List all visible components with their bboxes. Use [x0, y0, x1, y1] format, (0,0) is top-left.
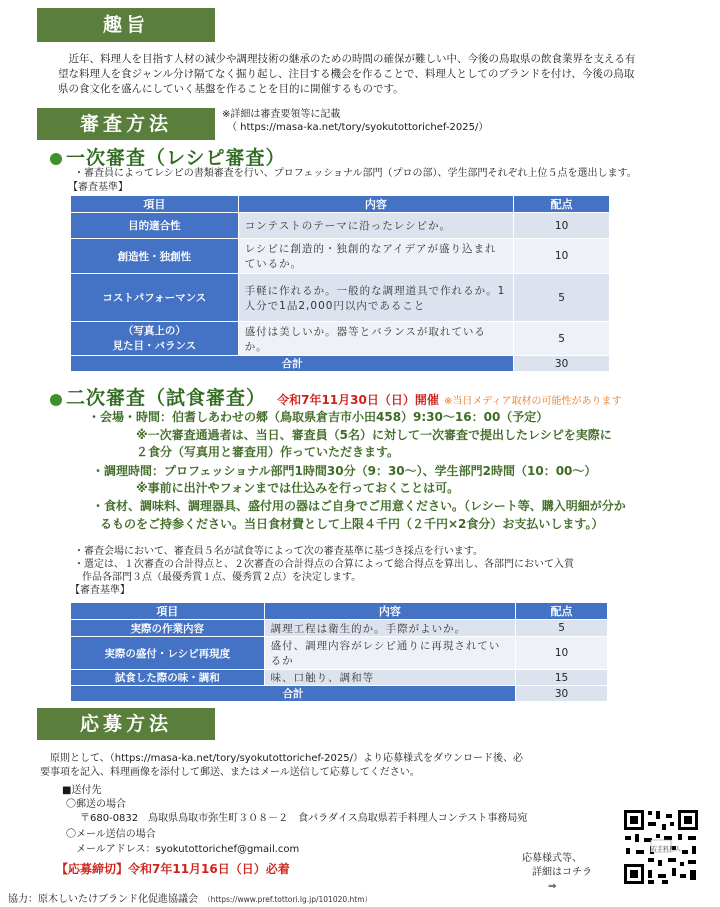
first-review-desc: ・審査員によってレシピの書類審査を行い、プロフェッショナル部門（プロの部）、学生部門それぞれ上位５点を選出します。: [74, 168, 637, 179]
row-item: 創造性・独創性: [71, 239, 239, 274]
apply-body-1: 原則として、（https://masa-ka.net/tory/syokutottorichef-2025/）より応募様式をダウンロード後、必: [40, 753, 523, 764]
second-desc-2: ・選定は、１次審査の合計得点と、２次審査の合計得点の合算によって総合得点を算出し、各部門において入賞: [74, 559, 574, 570]
header-content: 内容: [264, 603, 516, 620]
header-points: 配点: [516, 603, 608, 620]
cooking-time-line: ・調理時間：プロフェッショナル部門1時間30分（9：30～）、学生部門2時間（10：00～）: [92, 464, 597, 478]
first-criteria-label: 【審査基準】: [68, 182, 128, 193]
row-content: コンテストのテーマに沿ったレシピか。: [238, 213, 513, 239]
table-header: [71, 603, 608, 620]
email-title: 〇メール送信の場合: [66, 829, 156, 840]
row-points: 10: [514, 213, 610, 239]
ingredients-line-2: るものをご持参ください。当日食材費として上限４千円（２千円×2食分）お支払いします。）: [100, 517, 604, 531]
second-review-title: 二次審査（試食審査）: [66, 387, 267, 409]
venue-note-2: ２食分（写真用と審査用）作っていただきます。: [136, 445, 400, 459]
review-heading: 審査方法: [37, 108, 215, 140]
second-review-title-line: [50, 383, 622, 410]
deadline: 【応募締切】令和7年11月16日（日）必着: [56, 862, 290, 876]
row-points: 10: [516, 637, 608, 670]
table-total-row: [71, 356, 610, 372]
row-item: 実際の盛付・レシピ再現度: [71, 637, 265, 670]
row-content: 味、口触り、調和等: [264, 670, 516, 686]
cooking-time-note: ※事前に出汁やフォンまでは仕込みを行っておくことは可。: [136, 481, 460, 495]
second-criteria-table: [70, 602, 608, 702]
row-content: 手軽に作れるか。一般的な調理道具で作れるか。1人分で1品2,000円以内であること: [238, 274, 513, 322]
ingredients-line-1: ・食材、調味料、調理器具、盛付用の器はご自身でご用意ください。（レシート等、購入明細が分か: [92, 499, 626, 513]
mail-address: 〒680-0832 鳥取県鳥取市弥生町３０８－２ 食パラダイス鳥取県若手料理人コンテスト事務局宛: [80, 813, 528, 824]
qr-side-text-2: 詳細はコチラ: [532, 867, 592, 878]
table-row: [71, 213, 610, 239]
cooperation-text: 協力：原木しいたけブランド化促進協議会: [8, 894, 198, 905]
send-destination: ■送付先: [62, 785, 102, 796]
qr-caption: 若手料理人: [651, 846, 682, 853]
total-label: 合計: [71, 686, 516, 702]
row-item: 試食した際の味・調和: [71, 670, 265, 686]
qr-side-text-1: 応募様式等、: [522, 853, 582, 864]
table-row: [71, 637, 608, 670]
cooperation-url[interactable]: （https://www.pref.tottori.lg.jp/101020.htm）: [203, 895, 373, 904]
row-points: 5: [514, 274, 610, 322]
row-item: （写真上の） 見た目・バランス: [71, 322, 239, 356]
table-row: [71, 322, 610, 356]
bullet-icon: [50, 153, 62, 165]
review-note: ※詳細は審査要領等に記載: [222, 109, 341, 120]
table-header: [71, 196, 610, 213]
row-content: 調理工程は衛生的か。手際がよいか。: [264, 620, 516, 637]
header-content: 内容: [238, 196, 513, 213]
row-content: レシピに創造的・独創的なアイデアが盛り込まれているか。: [238, 239, 513, 274]
total-points: 30: [514, 356, 610, 372]
media-note: ※当日メディア取材の可能性があります: [443, 396, 622, 407]
table-total-row: [71, 686, 608, 702]
bullet-icon: [50, 394, 62, 406]
purpose-heading: 趣旨: [37, 8, 215, 42]
row-points: 10: [514, 239, 610, 274]
apply-body-2: 要事項を記入、料理画像を添付して郵送、またはメール送信して応募してください。: [40, 767, 420, 778]
row-item: コストパフォーマンス: [71, 274, 239, 322]
email-address: メールアドレス：syokutottorichef@gmail.com: [76, 844, 300, 855]
row-points: 15: [516, 670, 608, 686]
second-desc-3: 作品各部門３点（最優秀賞１点、優秀賞２点）を決定します。: [82, 572, 362, 583]
row-item: 目的適合性: [71, 213, 239, 239]
row-points: 5: [516, 620, 608, 637]
header-points: 配点: [514, 196, 610, 213]
table-row: [71, 239, 610, 274]
header-item: 項目: [71, 196, 239, 213]
table-row: [71, 670, 608, 686]
row-content: 盛付、調理内容がレシピ通りに再現されているか: [264, 637, 516, 670]
footer-cooperation-line: [8, 887, 372, 906]
table-row: [71, 620, 608, 637]
first-review-title: 一次審査（レシピ審査）: [50, 143, 286, 170]
second-desc-1: ・審査会場において、審査員５名が試食等によって次の審査基準に基づき採点を行います。: [74, 546, 483, 557]
table-row: [71, 274, 610, 322]
second-review-date: 令和7年11月30日（日）開催: [277, 393, 439, 407]
purpose-body: 近年、料理人を目指す人材の減少や調理技術の継承のための時間の確保が難しい中、今後の鳥取県の飲食業界を支える有望な料理人を食ジャンル分け隔てなく掘り起し、注目する機会を作ることで、料理人としてのブランドを付け、今後の鳥取県の食文化を盛んにしていく基盤を作ることを目的に開催するものです。: [58, 53, 636, 95]
arrow-right-icon: ⇒: [548, 881, 557, 892]
venue-note-1: ※一次審査通過者は、当日、審査員（5名）に対して一次審査で提出したレシピを実際に: [136, 428, 612, 442]
review-url: （ https://masa-ka.net/tory/syokutottorichef-2025/）: [227, 122, 489, 133]
mail-title: 〇郵送の場合: [66, 799, 126, 810]
row-content: 盛付は美しいか。器等とバランスが取れているか。: [238, 322, 513, 356]
second-criteria-label: 【審査基準】: [70, 585, 130, 596]
total-points: 30: [516, 686, 608, 702]
header-item: 項目: [71, 603, 265, 620]
total-label: 合計: [71, 356, 514, 372]
row-points: 5: [514, 322, 610, 356]
venue-line: ・会場・時間：伯耆しあわせの郷（鳥取県倉吉市小田458）9:30～16：00（予定）: [88, 410, 549, 424]
first-criteria-table: [70, 195, 610, 372]
row-item: 実際の作業内容: [71, 620, 265, 637]
apply-heading: 応募方法: [37, 708, 215, 740]
